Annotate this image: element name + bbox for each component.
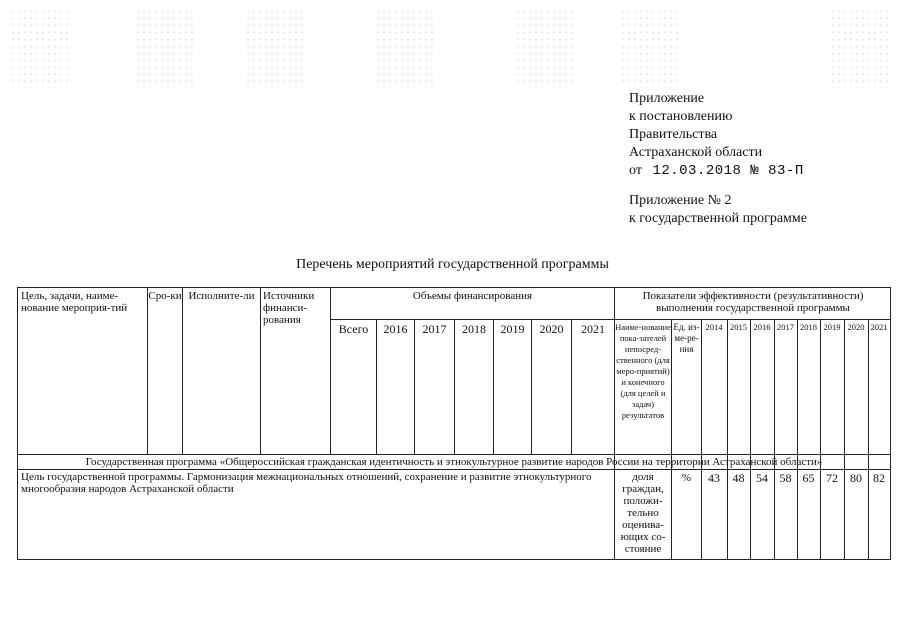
decree-prefix: от — [629, 163, 642, 178]
indicator-name-header: Наиме-нование пока-зателей непосред-ственного (для меро-приятий) и конечного (для целей и задач) результатов — [615, 322, 671, 420]
header-goal: Цель, задачи, наиме-нование мероприя-тий — [21, 290, 128, 314]
funding-year: 2017 — [422, 323, 447, 336]
header-funding: Объемы финансирования — [412, 290, 533, 302]
goal-value: 82 — [873, 472, 885, 485]
indicator-unit-header: Ед. из-ме-ре-ния — [673, 322, 700, 354]
goal-text: Цель государственной программы. Гармонизация межнациональных отношений, сохранение и развитие этнокультурного многообразия народов Астраханской области — [21, 471, 592, 495]
funding-year: 2021 — [581, 323, 605, 336]
indicator-year: 2019 — [823, 322, 841, 332]
indicator-year: 2018 — [800, 322, 817, 332]
indicator-year: 2021 — [870, 322, 888, 332]
goal-value: 72 — [826, 472, 838, 485]
program-row: Государственная программа «Общероссийская гражданская идентичность и этнокультурное развитие народов России на территории Астраханской области» — [85, 456, 823, 468]
header-terms: Сро-ки — [148, 290, 182, 302]
header-line: Астраханской области — [629, 145, 763, 160]
header-executors: Исполните-ли — [188, 290, 255, 302]
header-line: Правительства — [629, 127, 718, 142]
goal-indicator: доля граждан, положи-тельно оценива-ющих со-стояние — [620, 471, 666, 555]
indicator-year: 2015 — [730, 322, 747, 332]
header-line: к постановлению — [629, 109, 733, 124]
indicator-year: 2016 — [753, 322, 771, 332]
goal-value: 58 — [779, 472, 792, 485]
goal-value: 80 — [850, 472, 862, 485]
funding-year: 2018 — [462, 323, 486, 336]
document-title: Перечень мероприятий государственной программы — [296, 257, 609, 272]
funding-year: Всего — [338, 323, 369, 336]
indicator-year: 2017 — [777, 322, 794, 332]
goal-value: 65 — [802, 472, 815, 485]
indicator-year: 2014 — [705, 322, 723, 332]
header-line: Приложение — [629, 91, 705, 106]
funding-year: 2016 — [383, 323, 408, 336]
appendix-line: Приложение № 2 — [629, 193, 732, 208]
goal-value: 43 — [708, 472, 720, 485]
funding-year: 2019 — [500, 323, 525, 336]
indicator-year: 2020 — [847, 322, 865, 332]
goal-unit: % — [681, 472, 692, 484]
header-indicators: Показатели эффективности (результативности) выполнения государственной программы — [642, 290, 864, 314]
goal-value: 48 — [732, 472, 745, 485]
funding-year: 2020 — [539, 323, 564, 336]
decree-number: 12.03.2018 № 83-П — [652, 163, 804, 179]
appendix-line: к государственной программе — [629, 211, 807, 226]
header-sources: Источники финанси-рования — [263, 290, 315, 326]
goal-value: 54 — [756, 472, 768, 485]
